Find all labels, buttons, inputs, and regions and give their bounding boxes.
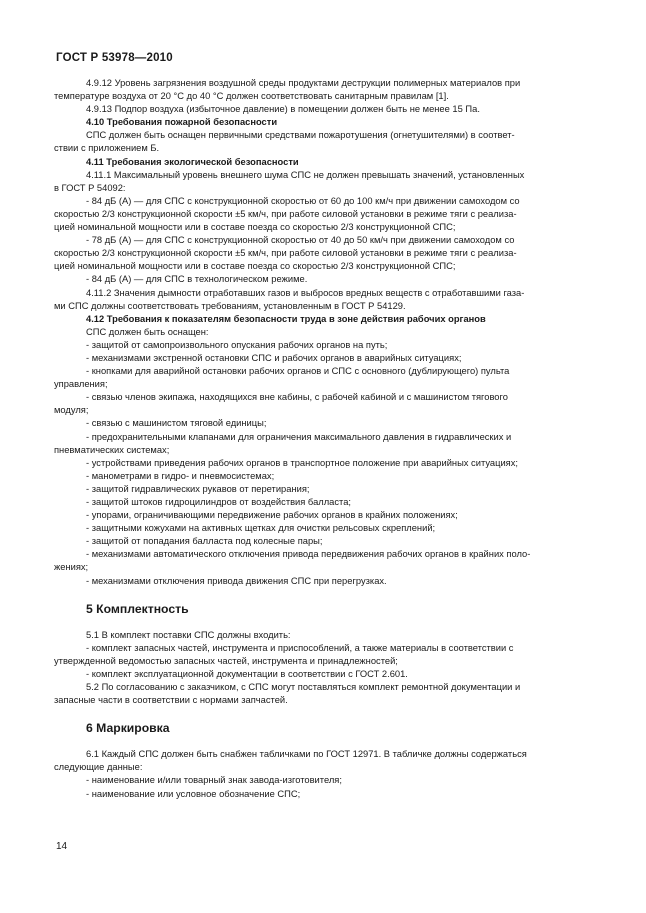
text-line: - механизмами автоматического отключения привода передвижения рабочих органов в крайних поло- bbox=[86, 549, 531, 560]
text-line: ми СПС должны соответствовать требованиям, установленным в ГОСТ Р 54129. bbox=[54, 300, 406, 311]
section-heading: 6 Маркировка bbox=[86, 721, 170, 736]
text-line: утвержденной ведомостью запасных частей, инструмента и принадлежностей; bbox=[54, 655, 398, 666]
text-line: - связью членов экипажа, находящихся вне кабины, с рабочей кабиной и с машинистом тягового bbox=[86, 392, 508, 403]
document-body bbox=[54, 77, 592, 801]
text-line: цией номинальной мощности или в составе поезда со скоростью 2/3 конструкционной СПС; bbox=[54, 261, 456, 272]
text-line: температуре воздуха от 20 °С до 40 °С должен соответствовать санитарным правилам [1]. bbox=[54, 91, 449, 102]
text-line: 4.11.1 Максимальный уровень внешнего шума СПС не должен превышать значений, установленных bbox=[86, 169, 525, 180]
text-line: 4.11.2 Значения дымности отработавших газов и выбросов вредных веществ с отработавшими газа- bbox=[86, 287, 525, 298]
text-line: скоростью 2/3 конструкционной скорости ±5 км/ч, при работе силовой установки в режиме тяги с реализа- bbox=[54, 248, 517, 259]
text-line: цией номинальной мощности или в составе поезда со скоростью 2/3 конструкционной СПС; bbox=[54, 222, 456, 233]
text-line: - защитой от самопроизвольного опускания рабочих органов на путь; bbox=[86, 339, 388, 350]
text-line: - защитными кожухами на активных щетках для очистки рельсовых скреплений; bbox=[86, 523, 436, 534]
text-line: модуля; bbox=[54, 405, 89, 416]
text-line: СПС должен быть оснащен первичными средствами пожаротушения (огнетушителями) в соответ- bbox=[86, 130, 515, 141]
text-line: 4.9.12 Уровень загрязнения воздушной среды продуктами деструкции полимерных материалов при bbox=[86, 78, 521, 88]
text-line: 5.2 По согласованию с заказчиком, с СПС могут поставляться комплект ремонтной документации и bbox=[86, 682, 521, 693]
text-line: следующие данные: bbox=[54, 762, 143, 773]
text-line: - 84 дБ (А) — для СПС с конструкционной скоростью от 60 до 100 км/ч при движении самоходом со bbox=[86, 195, 520, 206]
text-line: - защитой гидравлических рукавов от перетирания; bbox=[86, 483, 310, 494]
text-line: - наименование или условное обозначение СПС; bbox=[86, 788, 301, 799]
text-line: - защитой от попадания балласта под колесные пары; bbox=[86, 536, 323, 547]
text-line: 4.9.13 Подпор воздуха (избыточное давление) в помещении должен быть не менее 15 Па. bbox=[86, 104, 480, 115]
section-heading: 5 Комплектность bbox=[86, 601, 189, 616]
text-line: - устройствами приведения рабочих органов в транспортное положение при аварийных ситуациях; bbox=[86, 457, 518, 468]
text-line: - предохранительными клапанами для ограничения максимального давления в гидравлических и bbox=[86, 431, 512, 442]
text-line: запасные части в соответствии с нормами запчастей. bbox=[54, 695, 288, 706]
document-header: ГОСТ Р 53978—2010 bbox=[56, 52, 173, 64]
text-line: - механизмами отключения привода движения СПС при перегрузках. bbox=[86, 575, 387, 586]
text-line: - комплект запасных частей, инструмента и приспособлений, а также материалы в соответствии с bbox=[86, 642, 514, 653]
text-line: жениях; bbox=[54, 562, 89, 573]
text-line: управления; bbox=[54, 379, 108, 390]
text-line: - упорами, ограничивающими передвижение рабочих органов в крайних положениях; bbox=[86, 510, 458, 521]
text-line: - наименование и/или товарный знак завода-изготовителя; bbox=[86, 775, 342, 786]
text-line: 5.1 В комплект поставки СПС должны входить: bbox=[86, 629, 291, 640]
text-line: - связью с машинистом тяговой единицы; bbox=[86, 418, 267, 429]
text-line: - механизмами экстренной остановки СПС и рабочих органов в аварийных ситуациях; bbox=[86, 352, 462, 363]
text-line: СПС должен быть оснащен: bbox=[86, 326, 209, 337]
text-line: - 78 дБ (А) — для СПС с конструкционной скоростью от 40 до 50 км/ч при движении самоходом со bbox=[86, 235, 515, 246]
text-line: - комплект эксплуатационной документации в соответствии с ГОСТ 2.601. bbox=[86, 668, 408, 679]
text-line: 6.1 Каждый СПС должен быть снабжен табличками по ГОСТ 12971. В табличке должны содержаться bbox=[86, 749, 527, 760]
text-line: пневматических системах; bbox=[54, 444, 170, 455]
text-line: - кнопками для аварийной остановки рабочих органов и СПС с основного (дублирующего) пульта bbox=[86, 366, 510, 377]
section-subheading: 4.10 Требования пожарной безопасности bbox=[86, 117, 278, 128]
page-number: 14 bbox=[56, 841, 68, 852]
text-line: в ГОСТ Р 54092: bbox=[54, 182, 126, 193]
text-line: скоростью 2/3 конструкционной скорости ±5 км/ч, при работе силовой установки в режиме тяги с реализа- bbox=[54, 208, 517, 219]
section-subheading: 4.11 Требования экологической безопасности bbox=[86, 156, 299, 167]
section-subheading: 4.12 Требования к показателям безопасности труда в зоне действия рабочих органов bbox=[86, 313, 486, 324]
text-line: - манометрами в гидро- и пневмосистемах; bbox=[86, 470, 275, 481]
text-line: - 84 дБ (А) — для СПС в технологическом режиме. bbox=[86, 274, 308, 285]
text-line: ствии с приложением Б. bbox=[54, 143, 160, 154]
text-line: - защитой штоков гидроцилиндров от воздействия балласта; bbox=[86, 497, 352, 507]
